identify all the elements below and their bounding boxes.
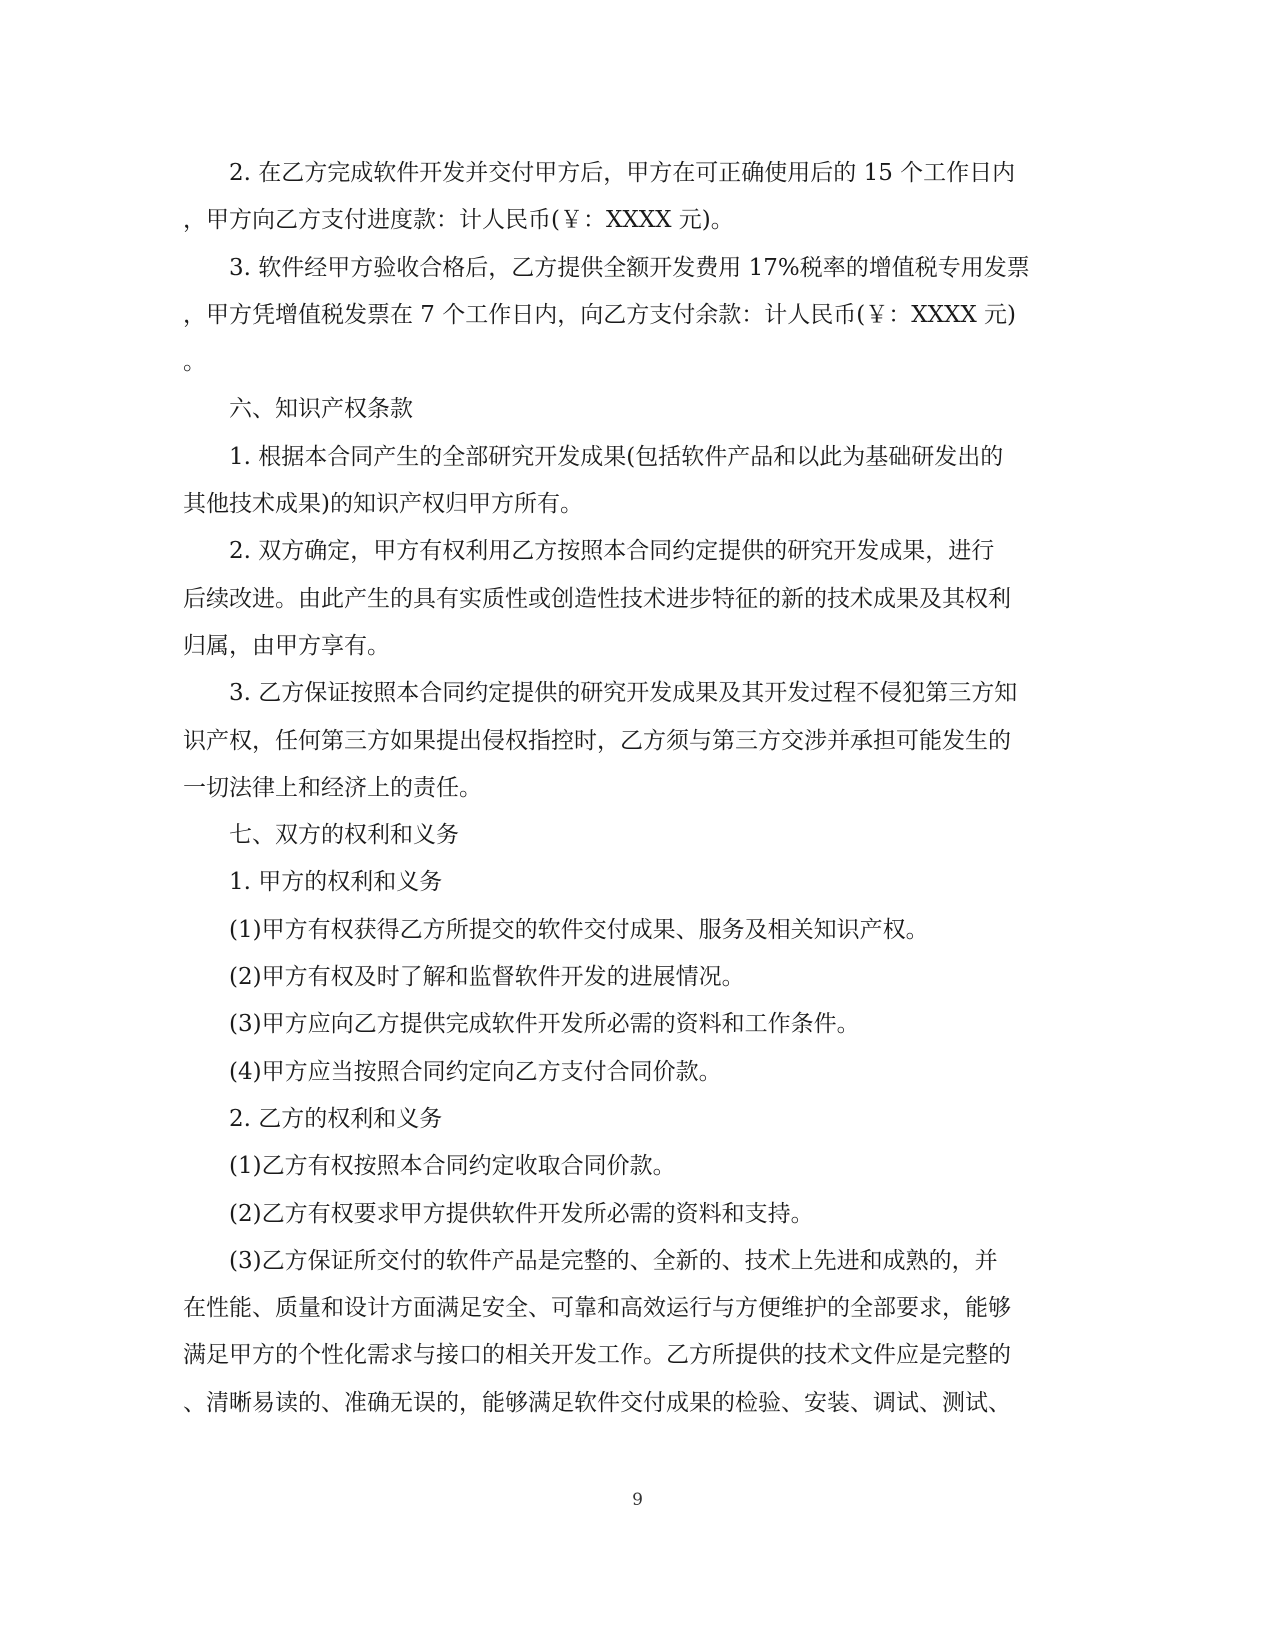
text-line: 六、知识产权条款 — [229, 396, 413, 423]
text-line: ，甲方向乙方支付进度款：计人民币(￥：XXXX 元)。 — [183, 207, 734, 234]
text-line: 2. 双方确定，甲方有权利用乙方按照本合同约定提供的研究开发成果，进行 — [229, 538, 995, 565]
text-line: 2. 乙方的权利和义务 — [229, 1105, 443, 1132]
text-line: (4)甲方应当按照合同约定向乙方支付合同价款。 — [229, 1058, 722, 1085]
text-line: 3. 软件经甲方验收合格后，乙方提供全额开发费用 17%税率的增值税专用发票 — [229, 254, 1030, 281]
text-line: 在性能、质量和设计方面满足安全、可靠和高效运行与方便维护的全部要求，能够 — [183, 1295, 1011, 1322]
text-line: (1)乙方有权按照本合同约定收取合同价款。 — [229, 1153, 676, 1180]
text-line: (2)乙方有权要求甲方提供软件开发所必需的资料和支持。 — [229, 1200, 814, 1227]
text-line: 2. 在乙方完成软件开发并交付甲方后，甲方在可正确使用后的 15 个工作日内 — [229, 160, 1016, 186]
text-line: 满足甲方的个性化需求与接口的相关开发工作。乙方所提供的技术文件应是完整的 — [183, 1342, 1011, 1369]
text-line: (1)甲方有权获得乙方所提交的软件交付成果、服务及相关知识产权。 — [229, 916, 929, 943]
text-line: 一切法律上和经济上的责任。 — [183, 774, 482, 801]
text-line: 1. 甲方的权利和义务 — [229, 869, 443, 896]
text-line: (3)甲方应向乙方提供完成软件开发所必需的资料和工作条件。 — [229, 1011, 860, 1038]
text-line: 。 — [183, 349, 206, 376]
text-line: 、清晰易读的、准确无误的，能够满足软件交付成果的检验、安装、调试、测试、 — [183, 1389, 1011, 1416]
text-line: 归属，由甲方享有。 — [183, 632, 390, 659]
document-body — [183, 150, 1083, 1427]
text-line: 后续改进。由此产生的具有实质性或创造性技术进步特征的新的技术成果及其权利 — [183, 585, 1011, 612]
text-line: 识产权，任何第三方如果提出侵权指控时，乙方须与第三方交涉并承担可能发生的 — [183, 727, 1011, 754]
text-line: 3. 乙方保证按照本合同约定提供的研究开发成果及其开发过程不侵犯第三方知 — [229, 680, 1018, 707]
text-line: 其他技术成果)的知识产权归甲方所有。 — [183, 491, 583, 518]
text-line: 1. 根据本合同产生的全部研究开发成果(包括软件产品和以此为基础研发出的 — [229, 443, 1004, 470]
text-line: (2)甲方有权及时了解和监督软件开发的进展情况。 — [229, 964, 745, 991]
text-line: ，甲方凭增值税发票在 7 个工作日内，向乙方支付余款：计人民币(￥：XXXX 元) — [183, 301, 1017, 328]
page-number: 9 — [632, 1490, 643, 1510]
text-line: 七、双方的权利和义务 — [229, 822, 459, 849]
text-line: (3)乙方保证所交付的软件产品是完整的、全新的、技术上先进和成熟的，并 — [229, 1247, 998, 1274]
